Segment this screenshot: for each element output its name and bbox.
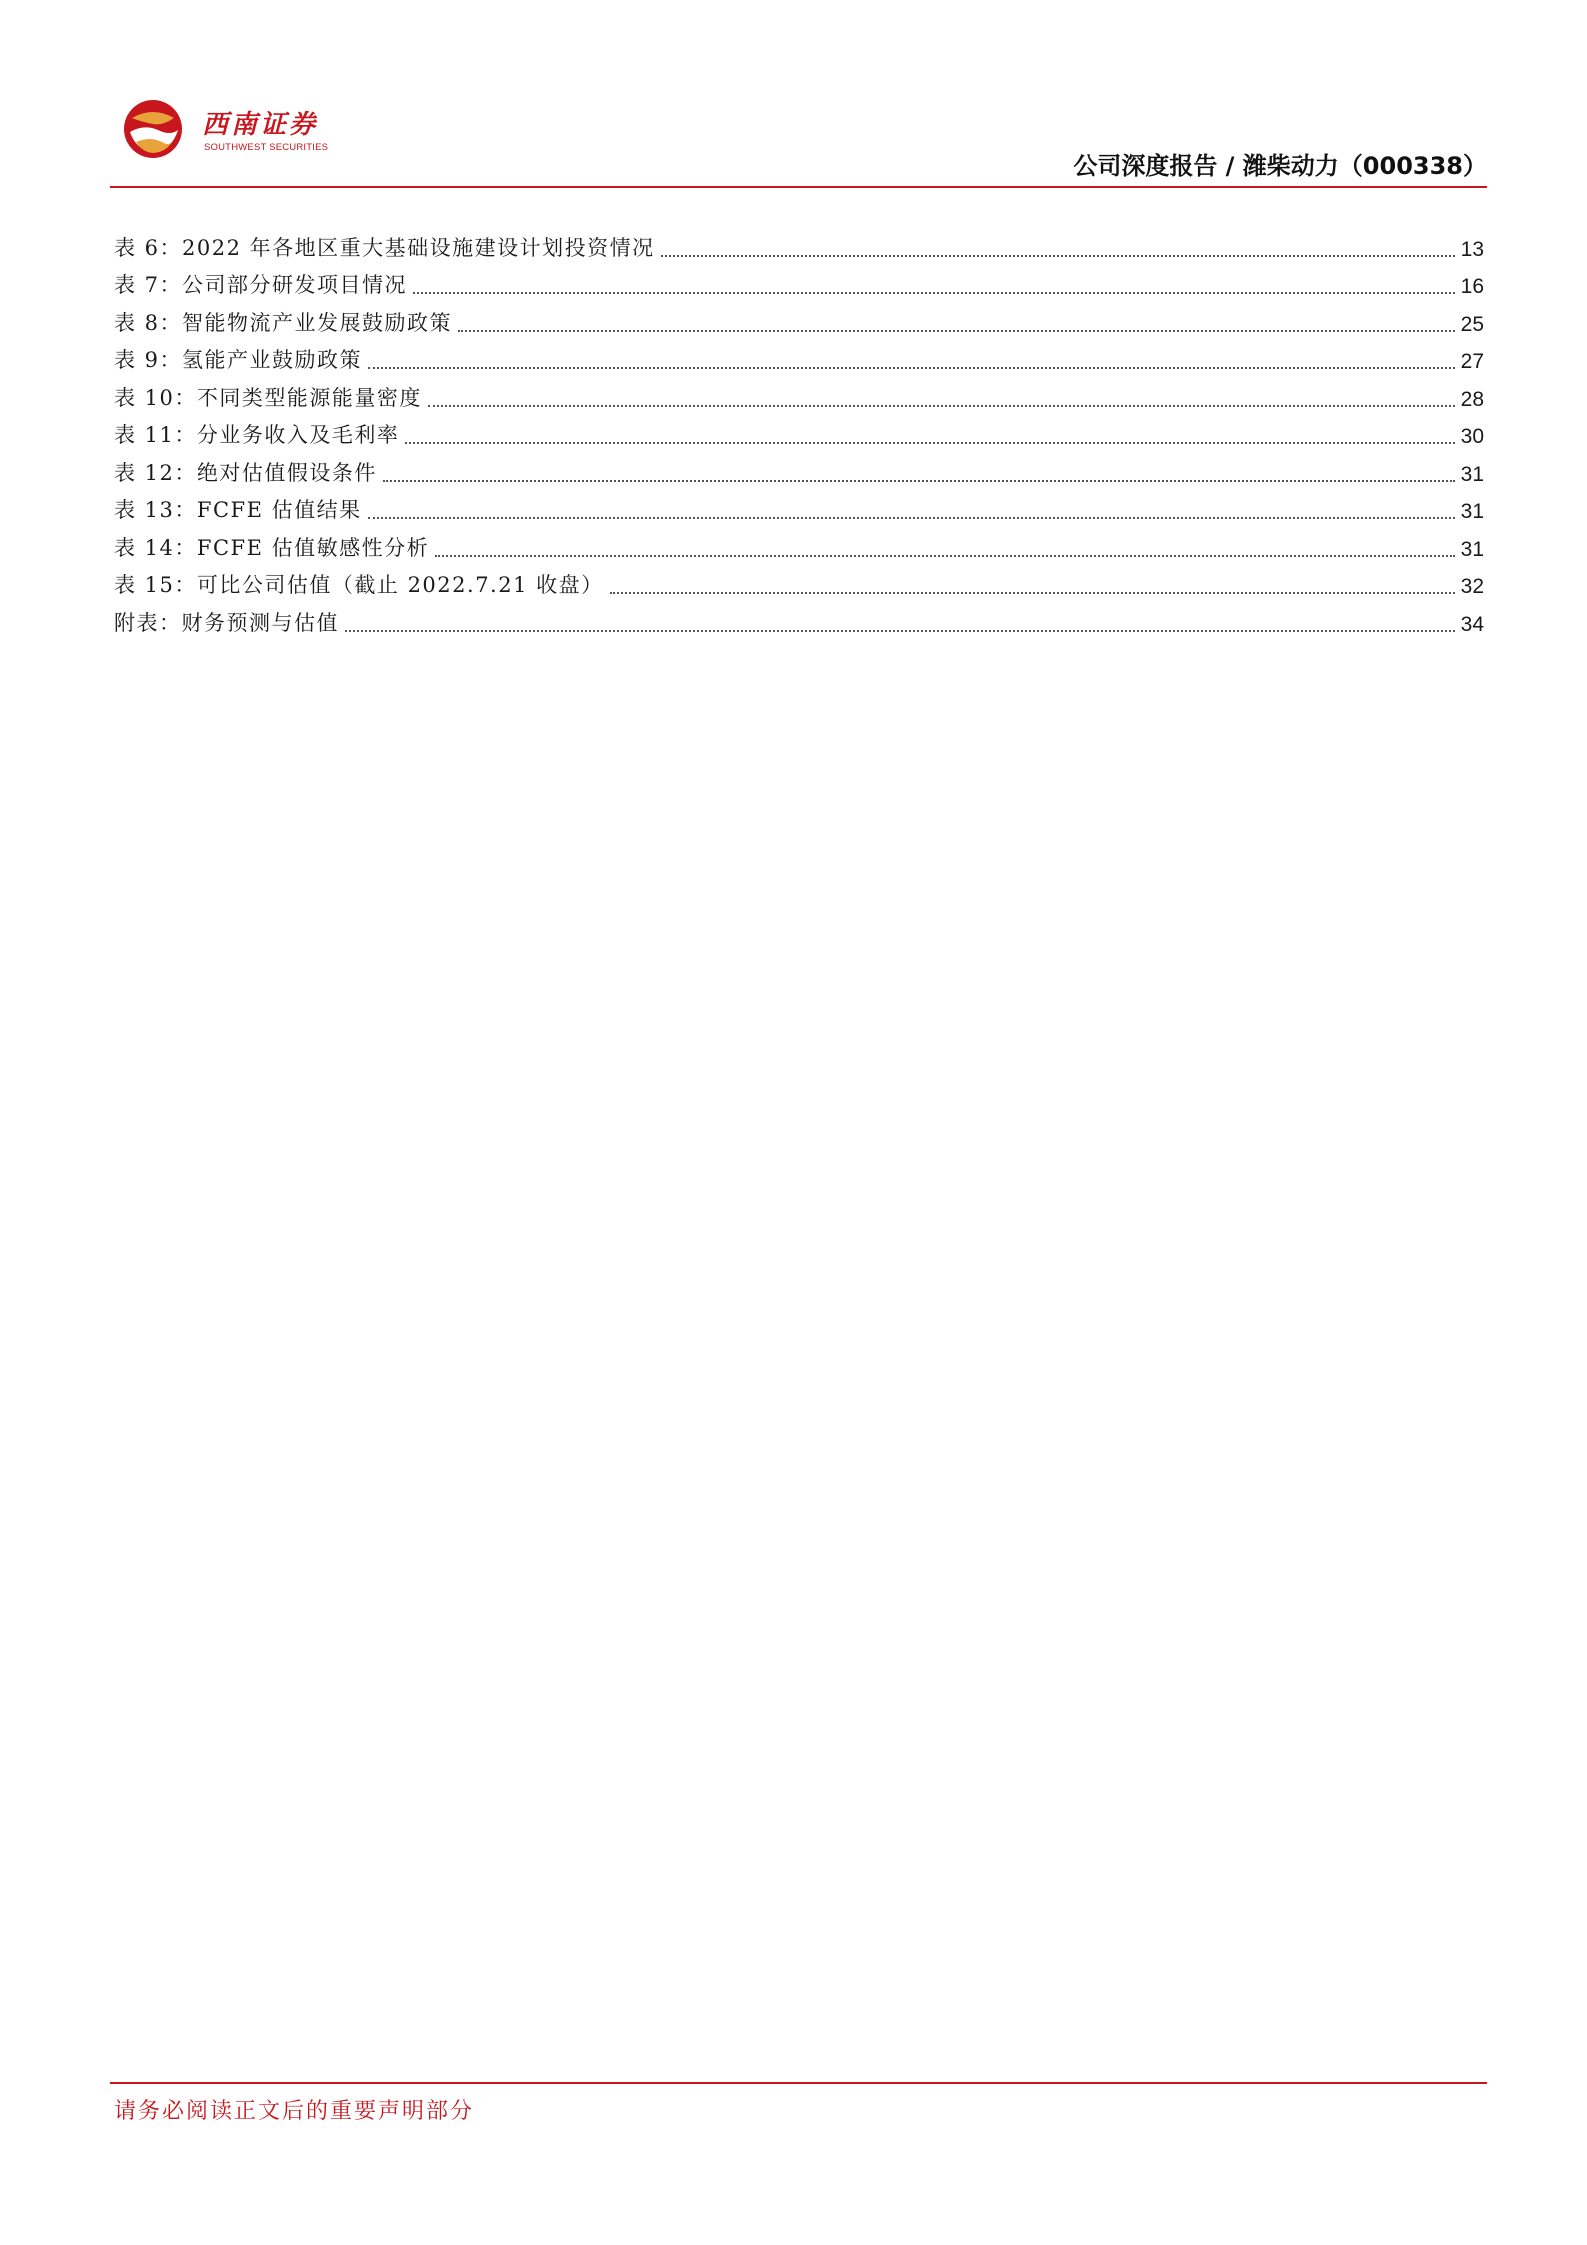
footer-disclaimer-notice: 请务必阅读正文后的重要声明部分	[114, 2099, 475, 2124]
report-title: 公司深度报告 / 潍柴动力（000338）	[1073, 152, 1487, 180]
toc-entry-label: 表 10：不同类型能源能量密度	[114, 385, 422, 410]
toc-entry-label: 附表：财务预测与估值	[114, 610, 339, 635]
toc-entry-page: 13	[1460, 237, 1484, 261]
company-logo	[122, 98, 442, 168]
page-header	[110, 90, 1487, 185]
toc-entry-page: 32	[1460, 575, 1484, 598]
toc-entry[interactable]	[114, 605, 1484, 643]
toc-entry-page: 31	[1460, 500, 1484, 523]
toc-entry[interactable]	[114, 493, 1484, 531]
toc-entry[interactable]	[114, 530, 1484, 568]
toc-leader-dots	[661, 255, 1455, 257]
toc-leader-dots	[368, 517, 1455, 519]
toc-entry-page: 25	[1460, 312, 1484, 336]
toc-entry[interactable]	[114, 418, 1484, 456]
toc-leader-dots	[428, 405, 1455, 407]
toc-entry-page: 31	[1460, 537, 1484, 561]
toc-entry-label: 表 6：2022 年各地区重大基础设施建设计划投资情况	[114, 235, 655, 260]
toc-entry-label: 表 7：公司部分研发项目情况	[114, 273, 408, 297]
toc-leader-dots	[610, 592, 1455, 594]
toc-entry-label: 表 9：氢能产业鼓励政策	[114, 348, 363, 372]
toc-entry[interactable]	[114, 230, 1484, 268]
toc-entry[interactable]	[114, 268, 1484, 306]
toc-entry[interactable]	[114, 380, 1484, 418]
toc-leader-dots	[413, 292, 1455, 294]
toc-entry-page: 16	[1460, 275, 1484, 298]
toc-entry-label: 表 12：绝对估值假设条件	[114, 460, 377, 485]
logo-chinese-name: 西南证券	[202, 110, 319, 140]
toc-leader-dots	[345, 630, 1455, 632]
toc-entry-page: 31	[1460, 462, 1484, 486]
footer-divider	[110, 2082, 1487, 2084]
toc-leader-dots	[435, 555, 1455, 557]
toc-entry[interactable]	[114, 343, 1484, 381]
header-divider	[110, 186, 1487, 188]
toc-entry-page: 27	[1460, 350, 1484, 373]
table-of-contents	[114, 230, 1484, 643]
toc-entry-label: 表 11：分业务收入及毛利率	[114, 423, 400, 447]
toc-leader-dots	[368, 367, 1455, 369]
toc-entry[interactable]	[114, 568, 1484, 606]
toc-entry-page: 28	[1460, 387, 1484, 411]
toc-entry-label: 表 13：FCFE 估值结果	[114, 498, 362, 522]
toc-entry-label: 表 8：智能物流产业发展鼓励政策	[114, 310, 453, 335]
toc-leader-dots	[405, 442, 1454, 444]
toc-entry-page: 30	[1460, 425, 1484, 448]
toc-entry[interactable]	[114, 305, 1484, 343]
toc-leader-dots	[458, 330, 1455, 332]
logo-english-name: SOUTHWEST SECURITIES	[204, 142, 329, 153]
toc-leader-dots	[383, 480, 1455, 482]
toc-entry-label: 表 15：可比公司估值（截止 2022.7.21 收盘）	[114, 573, 604, 597]
logo-emblem-icon	[122, 98, 184, 160]
toc-entry[interactable]	[114, 455, 1484, 493]
toc-entry-label: 表 14：FCFE 估值敏感性分析	[114, 535, 430, 560]
toc-entry-page: 34	[1460, 612, 1484, 636]
